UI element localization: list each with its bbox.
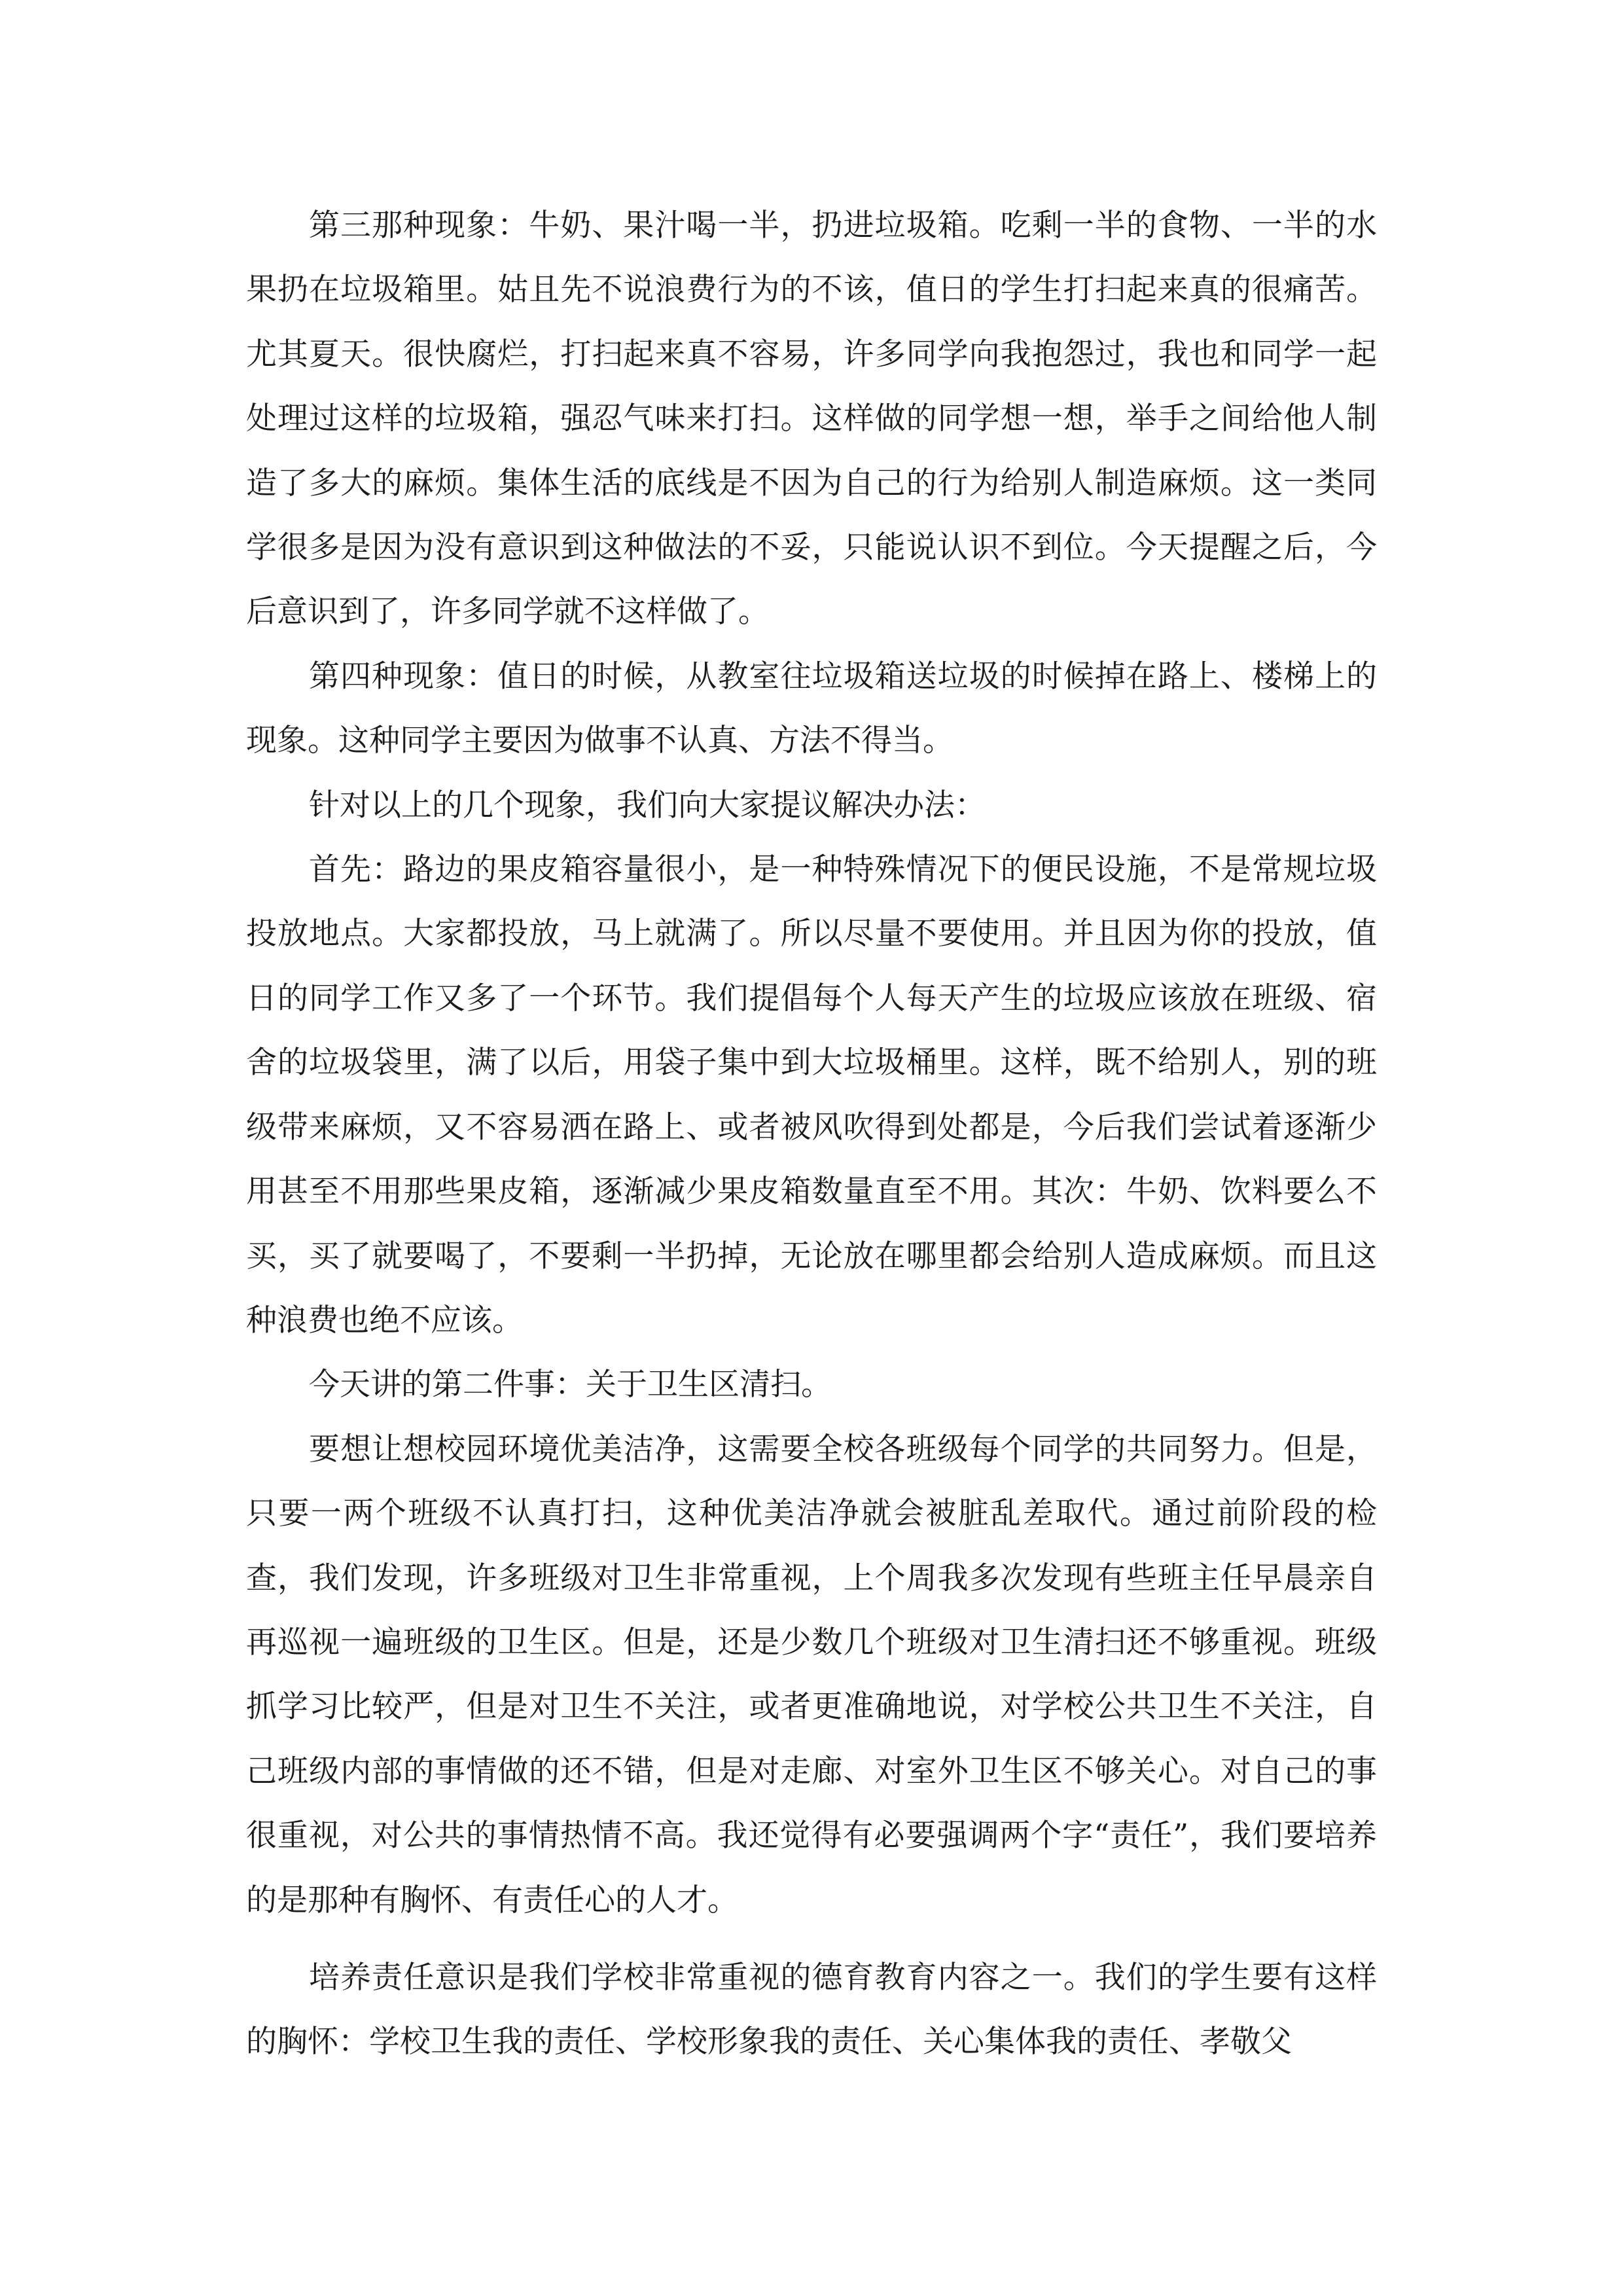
paragraph-fourth-phenomenon: 第四种现象：值日的时候，从教室往垃圾箱送垃圾的时候掉在路上、楼梯上的现象。这种同学主要因为做事不认真、方法不得当。	[246, 658, 1377, 759]
paragraph-campus-cleaning: 要想让想校园环境优美洁净，这需要全校各班级每个同学的共同努力。但是，只要一两个班级不认真打扫，这种优美洁净就会被脏乱差取代。通过前阶段的检查，我们发现，许多班级对卫生非常重视，上个周我多次发现有些班主任早晨亲自再巡视一遍班级的卫生区。但是，还是少数几个班级对卫生清扫还不够重视。班级抓学习比较严，但是对卫生不关注，或者更准确地说，对学校公共卫生不关注，自己班级内部的事情做的还不错，但是对走廊、对室外卫生区不够关心。对自己的事很重视，对公共的事情热情不高。我还觉得有必要强调两个字“责任”，我们要培养的是那种有胸怀、有责任心的人才。	[246, 1431, 1377, 1918]
paragraph-first-solution: 首先：路边的果皮箱容量很小，是一种特殊情况下的便民设施，不是常规垃圾投放地点。大家都投放，马上就满了。所以尽量不要使用。并且因为你的投放，值日的同学工作又多了一个环节。我们提倡每个人每天产生的垃圾应该放在班级、宿舍的垃圾袋里，满了以后，用袋子集中到大垃圾桶里。这样，既不给别人，别的班级带来麻烦，又不容易洒在路上、或者被风吹得到处都是，今后我们尝试着逐渐少用甚至不用那些果皮箱，逐渐减少果皮箱数量直至不用。其次：牛奶、饮料要么不买，买了就要喝了，不要剩一半扔掉，无论放在哪里都会给别人造成麻烦。而且这种浪费也绝不应该。	[246, 852, 1377, 1338]
paragraph-responsibility: 培养责任意识是我们学校非常重视的德育教育内容之一。我们的学生要有这样的胸怀：学校卫生我的责任、学校形象我的责任、关心集体我的责任、孝敬父	[246, 1959, 1377, 2060]
paragraph-proposal-intro: 针对以上的几个现象，我们向大家提议解决办法：	[309, 787, 986, 823]
paragraph-third-phenomenon: 第三那种现象：牛奶、果汁喝一半，扔进垃圾箱。吃剩一半的食物、一半的水果扔在垃圾箱里。姑且先不说浪费行为的不该，值日的学生打扫起来真的很痛苦。尤其夏天。很快腐烂，打扫起来真不容易，许多同学向我抱怨过，我也和同学一起处理过这样的垃圾箱，强忍气味来打扫。这样做的同学想一想，举手之间给他人制造了多大的麻烦。集体生活的底线是不因为自己的行为给别人制造麻烦。这一类同学很多是因为没有意识到这种做法的不妥，只能说认识不到位。今天提醒之后，今后意识到了，许多同学就不这样做了。	[246, 207, 1377, 630]
paragraph-second-topic-heading: 今天讲的第二件事：关于卫生区清扫。	[309, 1367, 832, 1403]
document-body	[246, 194, 1377, 2075]
